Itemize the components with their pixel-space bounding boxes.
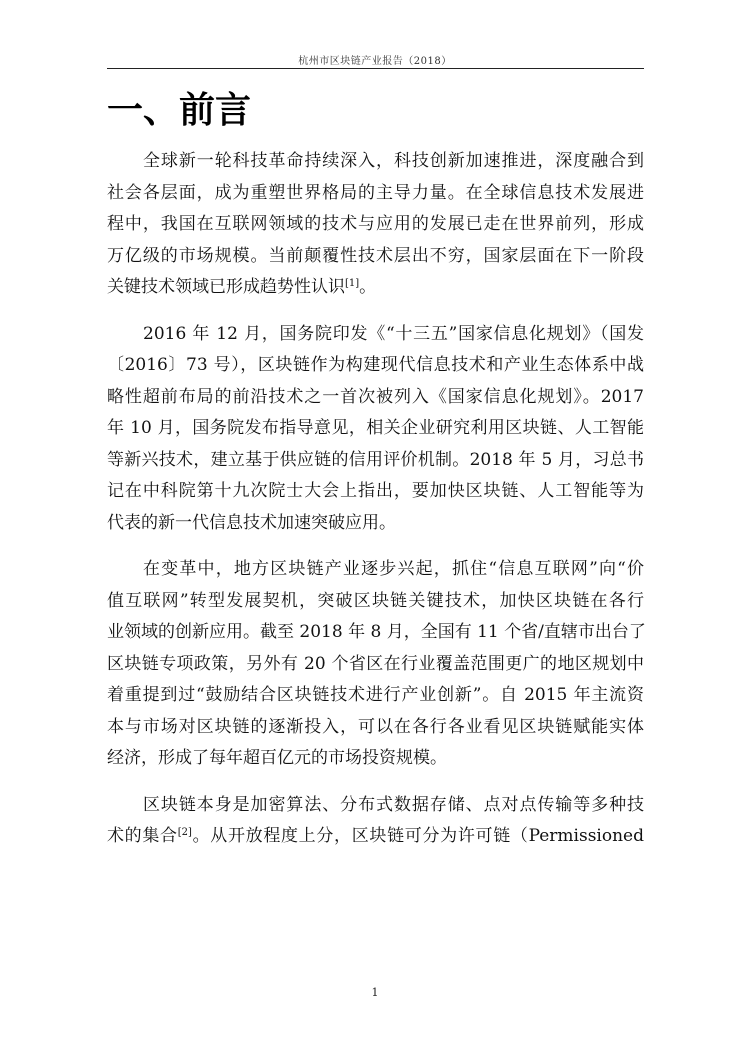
text-segment: 关键技术领域已形成趋势性认识 xyxy=(107,277,345,297)
citation-marker[interactable]: [2] xyxy=(177,827,192,838)
text-line xyxy=(107,821,644,853)
text-line: 社会各层面，成为重塑世界格局的主导力量。在全球信息技术发展进 xyxy=(107,182,644,203)
text-line xyxy=(107,272,644,304)
text-line: 程中，我国在互联网领域的技术与应用的发展已走在世界前列，形成 xyxy=(107,214,644,234)
text-line: 区块链专项政策，另外有 20 个省区在行业覆盖范围更广的地区规划中 xyxy=(107,653,644,674)
text-segment: 。 xyxy=(359,277,377,297)
paragraph-local-industry xyxy=(107,554,644,775)
text-line: 经济，形成了每年超百亿元的市场投资规模。 xyxy=(107,748,447,768)
citation-marker[interactable]: [1] xyxy=(345,278,360,289)
text-line: 万亿级的市场规模。当前颠覆性技术层出不穷，国家层面在下一阶段 xyxy=(107,245,644,266)
text-line: 着重提到过“鼓励结合区块链技术进行产业创新”。自 2015 年主流资 xyxy=(107,685,644,705)
text-segment: 。从开放程度上分，区块链可分为许可链（Permissioned xyxy=(191,826,644,846)
text-line: 记在中科院第十九次院士大会上指出，要加快区块链、人工智能等为 xyxy=(107,481,644,501)
text-line: 〔2016〕73 号），区块链作为构建现代信息技术和产业生态体系中战 xyxy=(107,355,644,375)
text-line: 区块链本身是加密算法、分布式数据存储、点对点传输等多种技 xyxy=(143,794,644,815)
text-line: 2016 年 12 月，国务院印发《“十三五”国家信息化规划》（国发 xyxy=(143,323,644,344)
running-header: 杭州市区块链产业报告（2018） xyxy=(298,56,452,67)
text-line: 等新兴技术，建立基于供应链的信用评价机制。2018 年 5 月，习总书 xyxy=(107,449,644,470)
text-line: 代表的新一代信息技术加速突破应用。 xyxy=(107,512,396,533)
section-title: 一、前言 xyxy=(107,89,252,131)
paragraph-intro xyxy=(107,146,644,304)
text-line: 全球新一轮科技革命持续深入，科技创新加速推进，深度融合到 xyxy=(143,151,644,171)
text-line: 年 10 月，国务院发布指导意见，相关企业研究利用区块链、人工智能 xyxy=(107,418,644,438)
text-segment: 术的集合 xyxy=(107,826,178,846)
text-line: 本与市场对区块链的逐渐投入，可以在各行各业看见区块链赋能实体 xyxy=(107,716,644,737)
text-line: 略性超前布局的前沿技术之一首次被列入《国家信息化规划》。2017 xyxy=(107,386,644,407)
text-line: 值互联网”转型发展契机，突破区块链关键技术，加快区块链在各行 xyxy=(107,590,644,611)
page-number: 1 xyxy=(371,986,379,999)
paragraph-policy xyxy=(107,319,644,540)
header-divider xyxy=(107,68,644,69)
body-text xyxy=(107,146,644,868)
text-line: 业领域的创新应用。截至 2018 年 8 月，全国有 11 个省/直辖市出台了 xyxy=(107,622,646,642)
text-line: 在变革中，地方区块链产业逐步兴起，抓住“信息互联网”向“价 xyxy=(143,559,644,579)
paragraph-blockchain-definition xyxy=(107,790,644,853)
